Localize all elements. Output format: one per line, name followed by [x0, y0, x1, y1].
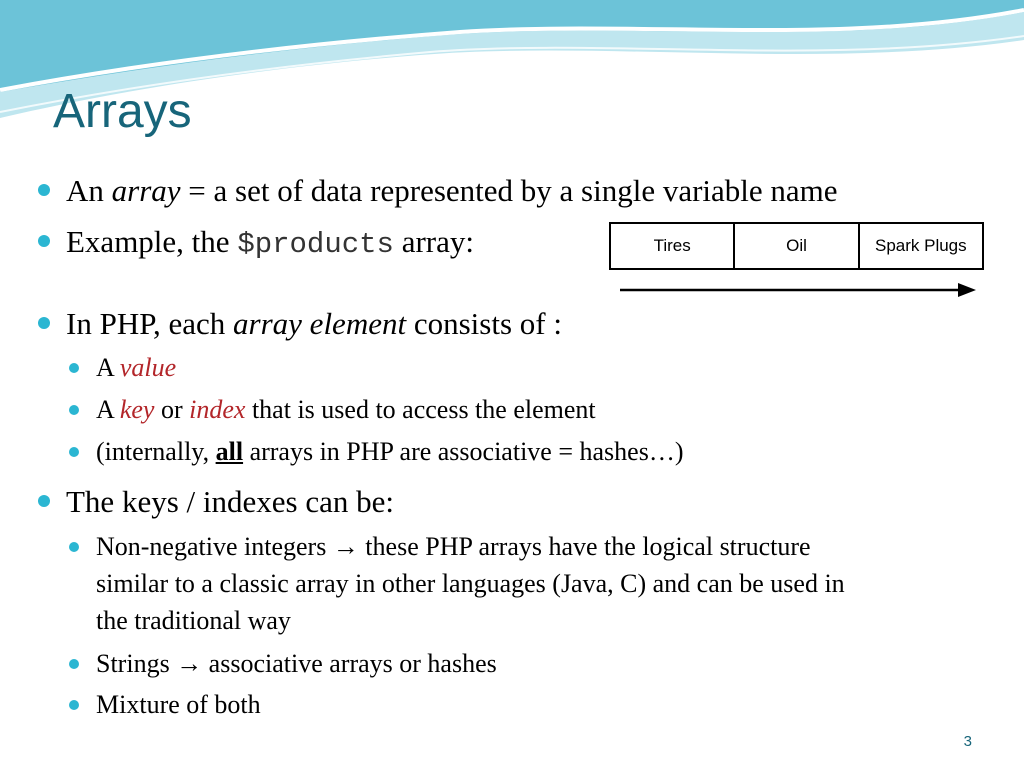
bullet-text: Strings → associative arrays or hashes — [96, 649, 497, 678]
bullet-example — [66, 223, 474, 263]
term-index: index — [189, 395, 246, 424]
sub-bullet-internally — [96, 433, 683, 471]
bullet-text-line: Non-negative integers → these PHP arrays have the logical structure — [96, 532, 811, 561]
bullet-array-definition — [66, 172, 838, 209]
sub-bullet-dot-icon — [69, 659, 79, 669]
term-array-element: array element — [233, 306, 407, 341]
bullet-text-line: similar to a classic array in other languages (Java, C) and can be used in — [96, 569, 845, 598]
sub-bullet-key-index — [96, 391, 596, 429]
bullet-text: In PHP, each — [66, 306, 234, 341]
bullet-text-line: the traditional way — [96, 606, 291, 635]
array-cell: Tires — [610, 223, 734, 269]
term-key: key — [119, 395, 155, 424]
sub-bullet-dot-icon — [69, 542, 79, 552]
bullet-dot-icon — [38, 235, 50, 247]
bullet-text: or — [154, 395, 190, 424]
bullet-keys-indexes — [66, 483, 394, 520]
sub-bullet-integers — [96, 528, 845, 639]
code-products: $products — [237, 228, 394, 261]
term-array: array — [111, 173, 181, 208]
bullet-array-element — [66, 305, 562, 342]
array-cell: Oil — [734, 223, 858, 269]
sub-bullet-value — [96, 349, 176, 387]
array-diagram-row — [610, 223, 983, 269]
sub-bullet-dot-icon — [69, 363, 79, 373]
bullet-text: A — [96, 395, 120, 424]
bullet-text: Example, the — [66, 224, 238, 259]
bullet-text: that is used to access the element — [245, 395, 596, 424]
bullet-dot-icon — [38, 317, 50, 329]
bullet-dot-icon — [38, 495, 50, 507]
slide-title: Arrays — [53, 85, 192, 138]
sub-bullet-strings — [96, 645, 497, 683]
sub-bullet-dot-icon — [69, 447, 79, 457]
bullet-text: Mixture of both — [96, 690, 261, 719]
right-arrow-icon — [620, 280, 980, 300]
bullet-text: = a set of data represented by a single variable name — [180, 173, 838, 208]
bullet-text: An — [66, 173, 112, 208]
sub-bullet-dot-icon — [69, 700, 79, 710]
bullet-text: consists of : — [406, 306, 562, 341]
bullet-text: array: — [393, 224, 474, 259]
bullet-text: (internally, — [96, 437, 216, 466]
bullet-dot-icon — [38, 184, 50, 196]
bullet-text: arrays in PHP are associative = hashes…) — [243, 437, 684, 466]
term-all: all — [215, 437, 244, 466]
sub-bullet-dot-icon — [69, 405, 79, 415]
array-diagram-table — [609, 222, 984, 270]
array-cell: Spark Plugs — [859, 223, 983, 269]
page-number: 3 — [963, 733, 972, 750]
term-value: value — [119, 353, 177, 382]
bullet-text: A — [96, 353, 120, 382]
sub-bullet-mixture — [96, 686, 261, 724]
bullet-text: The keys / indexes can be: — [66, 484, 394, 519]
